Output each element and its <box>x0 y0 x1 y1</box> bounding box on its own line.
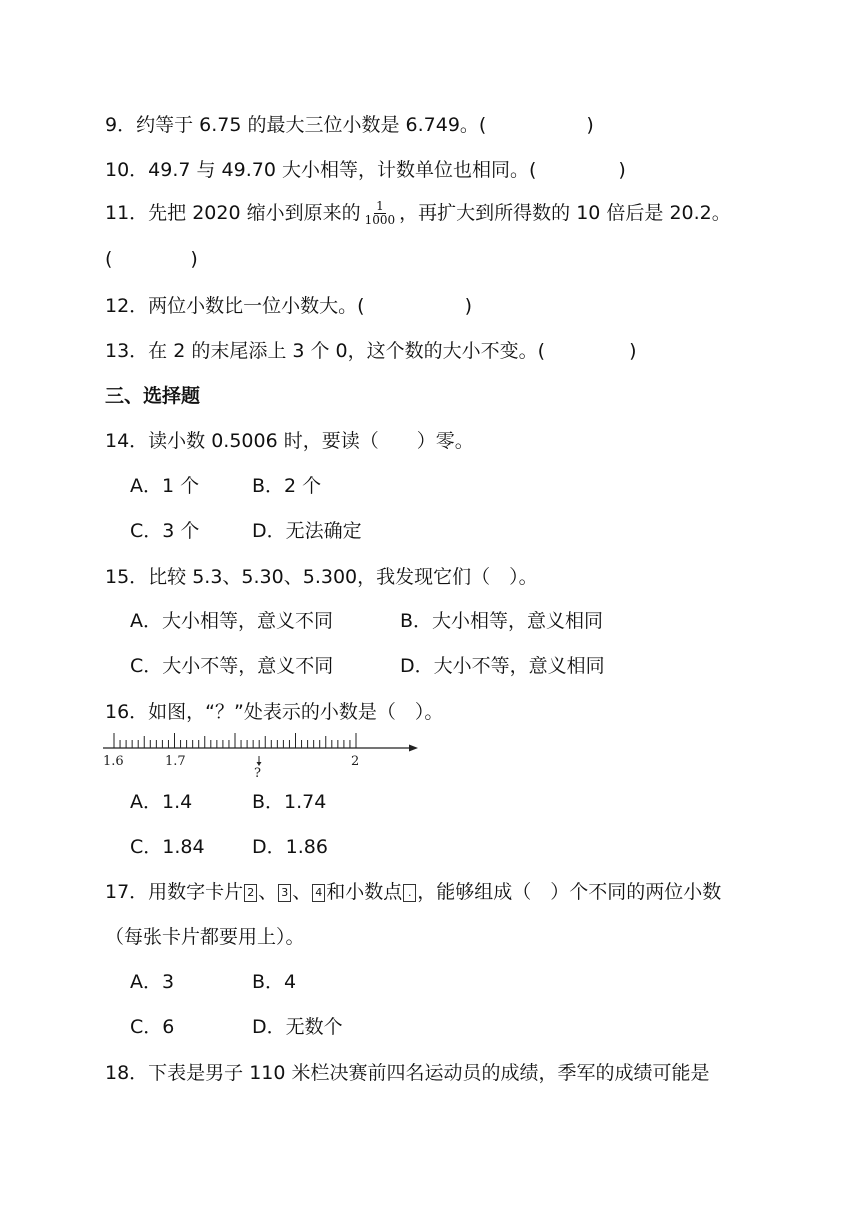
question-17-post: ，能够组成（ ）个不同的两位小数 <box>417 881 722 903</box>
option-b[interactable]: B．4 <box>252 971 297 993</box>
question-11 <box>105 200 731 227</box>
option-b[interactable]: B．大小相等，意义相同 <box>400 610 604 632</box>
option-c[interactable]: C．3 个 <box>130 520 200 542</box>
question-12-text: 12．两位小数比一位小数大。( <box>105 295 365 317</box>
option-c[interactable]: C．大小不等，意义不同 <box>130 655 334 677</box>
option-b[interactable]: B．2 个 <box>252 475 322 497</box>
option-c[interactable]: C．6 <box>130 1016 175 1038</box>
question-10-close: ) <box>618 159 626 181</box>
question-marker <box>254 756 262 780</box>
question-18: 18．下表是男子 110 米栏决赛前四名运动员的成绩，季军的成绩可能是 <box>105 1062 710 1084</box>
question-13-close: ) <box>629 340 637 362</box>
fraction-denominator: 1000 <box>364 213 396 227</box>
digit-card-3: 3 <box>278 884 291 902</box>
question-11-open: ( <box>105 248 113 270</box>
fraction <box>363 200 398 227</box>
option-b[interactable]: B．1.74 <box>252 791 327 813</box>
question-10 <box>105 158 626 182</box>
label-1-6: 1.6 <box>103 754 124 769</box>
question-17-mid: 和小数点 <box>326 881 403 903</box>
option-d[interactable]: D．1.86 <box>252 836 328 858</box>
question-9-text: 9．约等于 6.75 的最大三位小数是 6.749。( <box>105 114 487 136</box>
question-12-close: ) <box>464 295 473 317</box>
marker-label: ? <box>254 766 261 780</box>
section-title: 三、选择题 <box>105 385 201 407</box>
option-a[interactable]: A．1.4 <box>130 791 193 813</box>
question-16: 16．如图，“？”处表示的小数是（ ）。 <box>105 701 444 723</box>
decimal-point-card: . <box>403 884 416 902</box>
separator: 、 <box>258 881 278 903</box>
question-13 <box>105 339 636 363</box>
separator: 、 <box>292 881 312 903</box>
label-1-7: 1.7 <box>165 754 186 769</box>
question-11-answer <box>105 247 198 271</box>
question-17-pre: 17．用数字卡片 <box>105 881 244 903</box>
option-c[interactable]: C．1.84 <box>130 836 205 858</box>
question-9 <box>105 113 594 137</box>
fraction-numerator: 1 <box>376 199 384 213</box>
number-line-ticks <box>114 733 356 748</box>
number-line <box>100 730 420 780</box>
question-17-line2: （每张卡片都要用上）。 <box>105 926 305 948</box>
question-9-close: ) <box>586 114 594 136</box>
option-d[interactable]: D．无法确定 <box>252 520 362 542</box>
question-14: 14．读小数 0.5006 时，要读（ ）零。 <box>105 430 474 452</box>
question-13-text: 13．在 2 的末尾添上 3 个 0，这个数的大小不变。( <box>105 340 546 362</box>
option-a[interactable]: A．3 <box>130 971 175 993</box>
question-12 <box>105 294 472 318</box>
digit-card-4: 4 <box>312 884 325 902</box>
question-10-text: 10．49.7 与 49.70 大小相等，计数单位也相同。( <box>105 159 537 181</box>
option-d[interactable]: D．无数个 <box>252 1016 343 1038</box>
question-17 <box>105 880 721 904</box>
label-2: 2 <box>351 754 360 769</box>
number-line-labels <box>103 754 359 769</box>
option-a[interactable]: A．1 个 <box>130 475 200 497</box>
question-11-close: ) <box>190 248 198 270</box>
digit-card-2: 2 <box>244 884 257 902</box>
question-15: 15．比较 5.3、5.30、5.300，我发现它们（ ）。 <box>105 566 538 588</box>
option-d[interactable]: D．大小不等，意义相同 <box>400 655 605 677</box>
question-11-post: ，再扩大到所得数的 10 倍后是 20.2。 <box>399 202 731 224</box>
option-a[interactable]: A．大小相等，意义不同 <box>130 610 333 632</box>
question-11-pre: 11．先把 2020 缩小到原来的 <box>105 202 361 224</box>
